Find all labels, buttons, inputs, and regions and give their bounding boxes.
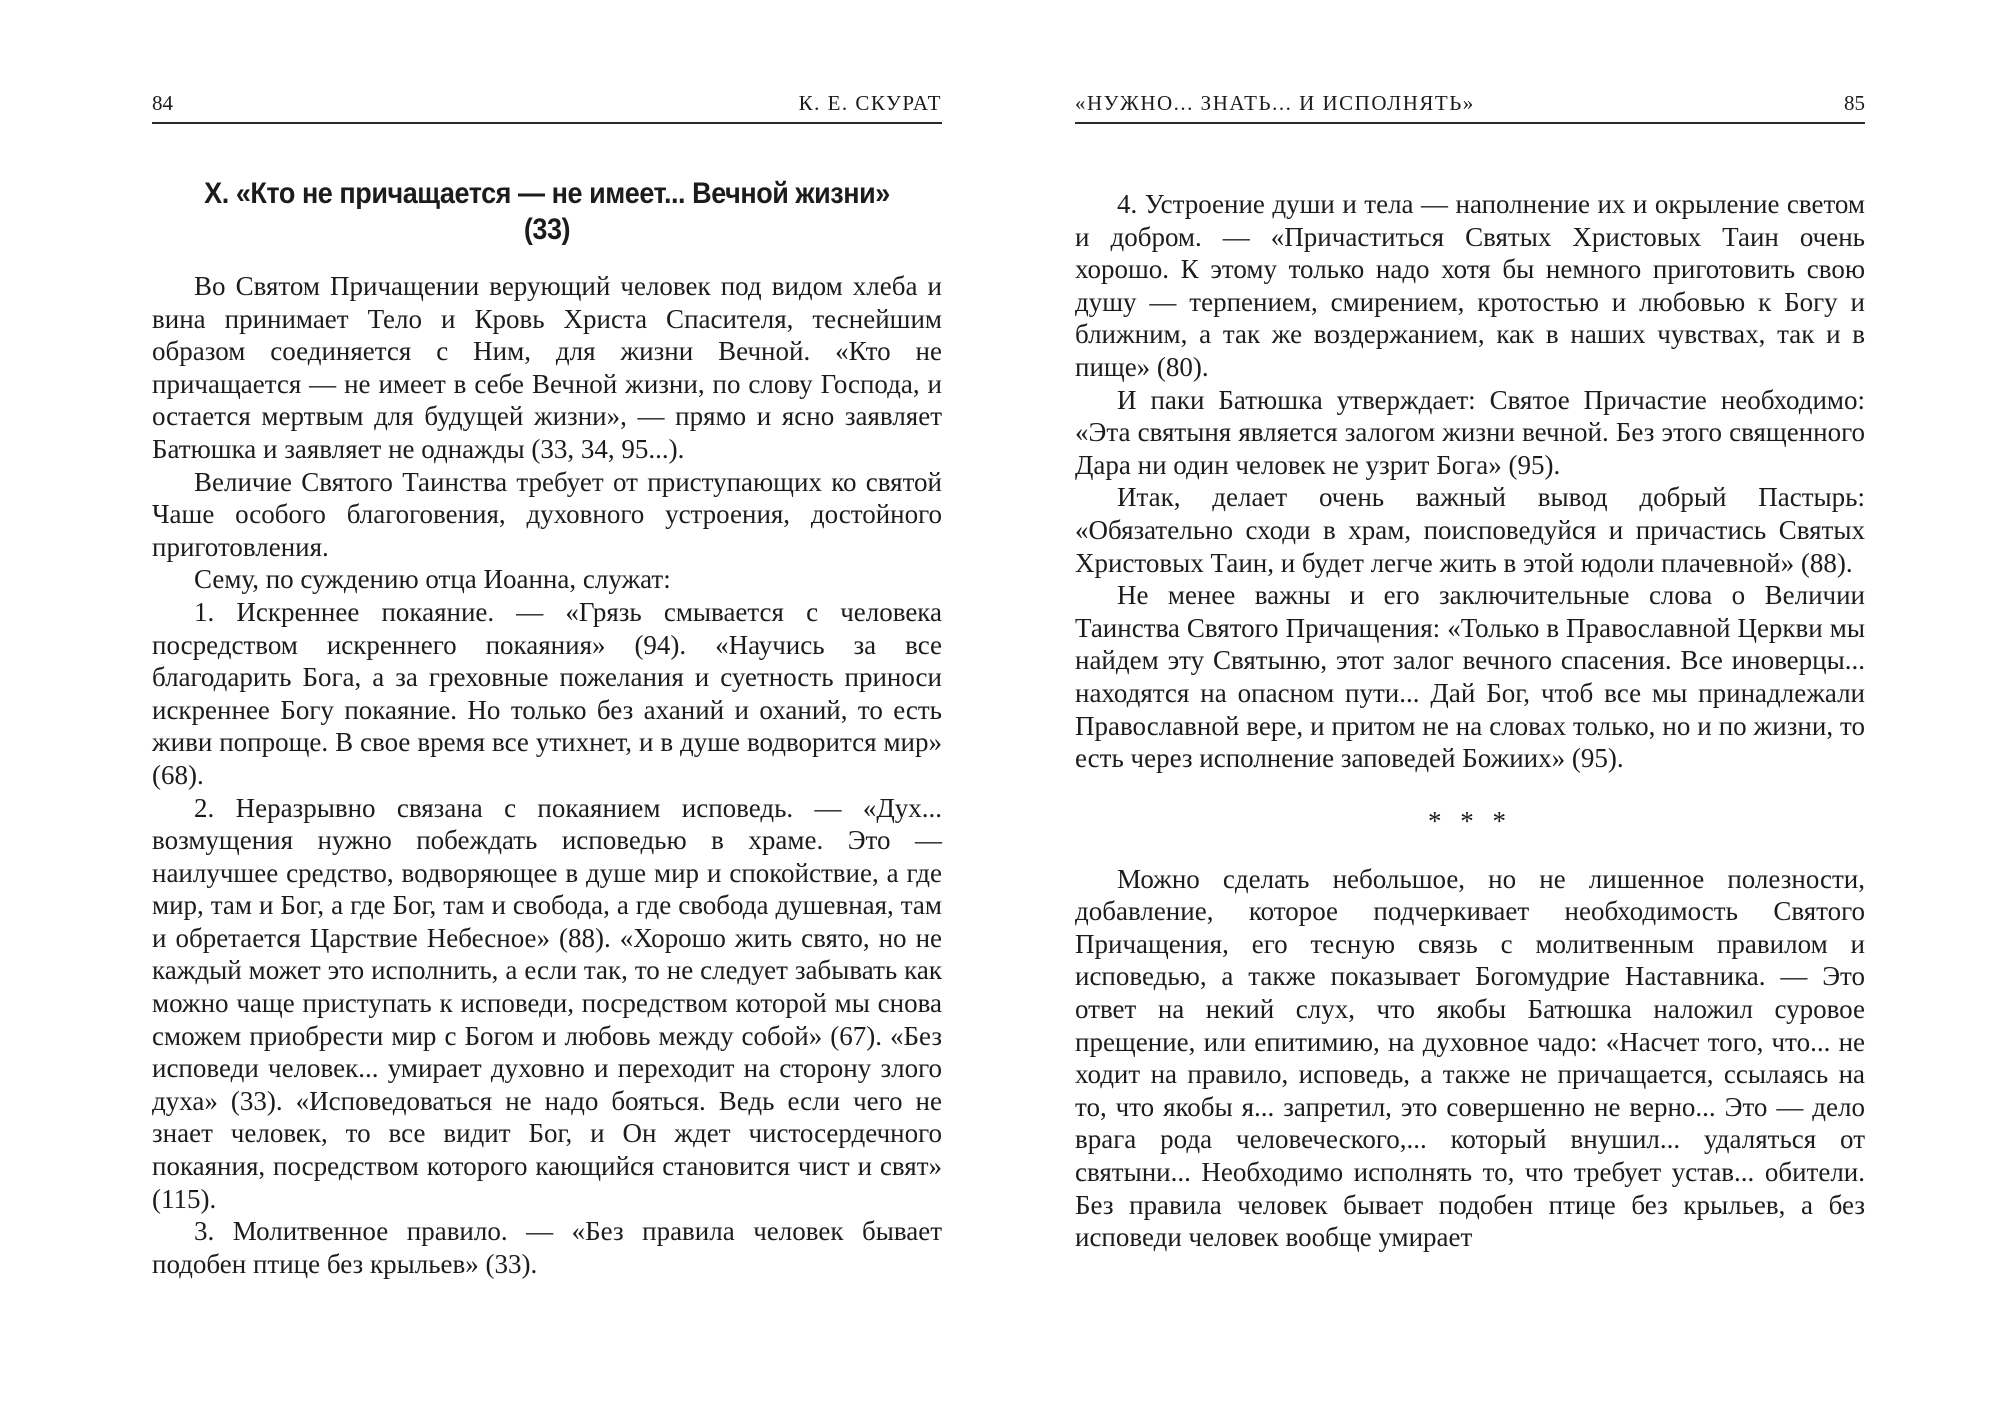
left-page-number: 84 xyxy=(152,91,173,115)
paragraph: И паки Батюшка утверждает: Святое Причастие необходимо: «Эта святыня является залогом жизни вечной. Без этого священного Дара ни один человек не узрит Бога» (95). xyxy=(1075,384,1865,480)
paragraph: Не менее важны и его заключительные слова о Величии Таинства Святого Причащения: «Только в Православной Церкви мы найдем эту Святыню, этот залог вечного спасения. Все иноверцы... находятся на опасном пути... Дай Бог, чтоб все мы принадлежали Православной вере, и притом не на словах только, но и по жизни, то есть через исполнение заповедей Божиих» (95). xyxy=(1075,580,1865,774)
paragraph: 4. Устроение души и тела — наполнение их и окрыление светом и добром. — «Причаститься Святых Христовых Таин очень хорошо. К этому только надо хотя бы немного приготовить свою душу — терпением, смирением, кротостью и любовью к Богу и ближним, а так же воздержанием, как в наших чувствах, так и в пище» (80). xyxy=(1075,189,1865,382)
right-running-head xyxy=(1075,88,1865,124)
paragraph: 2. Неразрывно связана с покаянием исповедь. — «Дух... возмущения нужно побеждать исповедью в храме. Это — наилучшее средство, водворяющее в душе мир и спокойствие, а где мир, там и Бог, а где Бог, там и свобода, а где свобода душевная, там и обретается Царствие Небесное» (88). «Хорошо жить свято, но не каждый может это исполнить, а если так, то не следует забывать как можно чаще приступать к исповеди, посредством которой мы снова сможем приобрести мир с Богом и любовь между собой» (67). «Без исповеди человек... умирает духовно и переходит на сторону злого духа» (33). «Исповедоваться не надо бояться. Ведь если чего не знает человек, то все видит Бог, и Он ждет чистосердечного покаяния, посредством которого кающийся становится чист и свят» (115). xyxy=(152,792,942,1214)
paragraph: Величие Святого Таинства требует от приступающих ко святой Чаше особого благоговения, духовного устроения, достойного приготовления. xyxy=(152,466,942,562)
paragraph: Можно сделать небольшое, но не лишенное полезности, добавление, которое подчеркивает необходимость Святого Причащения, его тесную связь с молитвенным правилом и исповедью, а также показывает Богомудрие Наставника. — Это ответ на некий слух, что якобы Батюшка наложил суровое прещение, или епитимию, на духовное чадо: «Насчет того, что... не ходит на правило, исповедь, а также не причащается, ссылаясь на то, что якобы я... запретил, это совершенно не верно... Это — дело врага рода человеческого,... который внушил... удаляться от святыни... Необходимо исполнять то, что требует устав... обители. Без правила человек бывает подобен птице без крыльев, а без исповеди человек вообще умирает xyxy=(1075,863,1865,1253)
paragraph: Сему, по суждению отца Иоанна, служат: xyxy=(194,564,671,595)
paragraph: 3. Молитвенное правило. — «Без правила человек бывает подобен птице без крыльев» (33). xyxy=(152,1216,942,1279)
left-page-content xyxy=(152,176,942,1280)
section-separator: * * * xyxy=(1428,805,1512,836)
left-running-head xyxy=(152,88,942,124)
left-running-title: К. Е. СКУРАТ xyxy=(798,91,942,115)
paragraph: Во Святом Причащении верующий человек под видом хлеба и вина принимает Тело и Кровь Христа Спасителя, теснейшим образом соединяется с Ним, для жизни Вечной. «Кто не причащается — не имеет в себе Вечной жизни, по слову Господа, и остается мертвым для будущей жизни», — прямо и ясно заявляет Батюшка и заявляет не однажды (33, 34, 95...). xyxy=(152,271,942,464)
right-page-number: 85 xyxy=(1844,91,1865,115)
right-page-content xyxy=(1075,188,1865,1254)
paragraph: 1. Искреннее покаяние. — «Грязь смывается с человека посредством искреннего покаяния» (94). «Научись за все благодарить Бога, а за греховные пожелания и суетность приноси искреннее Богу покаяние. Но только без аханий и оханий, то есть живи попроще. В свое время все утихнет, и в душе водворится мир» (68). xyxy=(152,596,942,790)
chapter-heading: X. «Кто не причащается — не имеет... Вечной жизни» (33) xyxy=(204,177,890,246)
right-running-title: «НУЖНО... ЗНАТЬ... И ИСПОЛНЯТЬ» xyxy=(1075,91,1475,115)
paragraph: Итак, делает очень важный вывод добрый Пастырь: «Обязательно сходи в храм, поисповедуйся и причастись Святых Христовых Таин, и будет легче жить в этой юдоли плачевной» (88). xyxy=(1075,482,1865,578)
